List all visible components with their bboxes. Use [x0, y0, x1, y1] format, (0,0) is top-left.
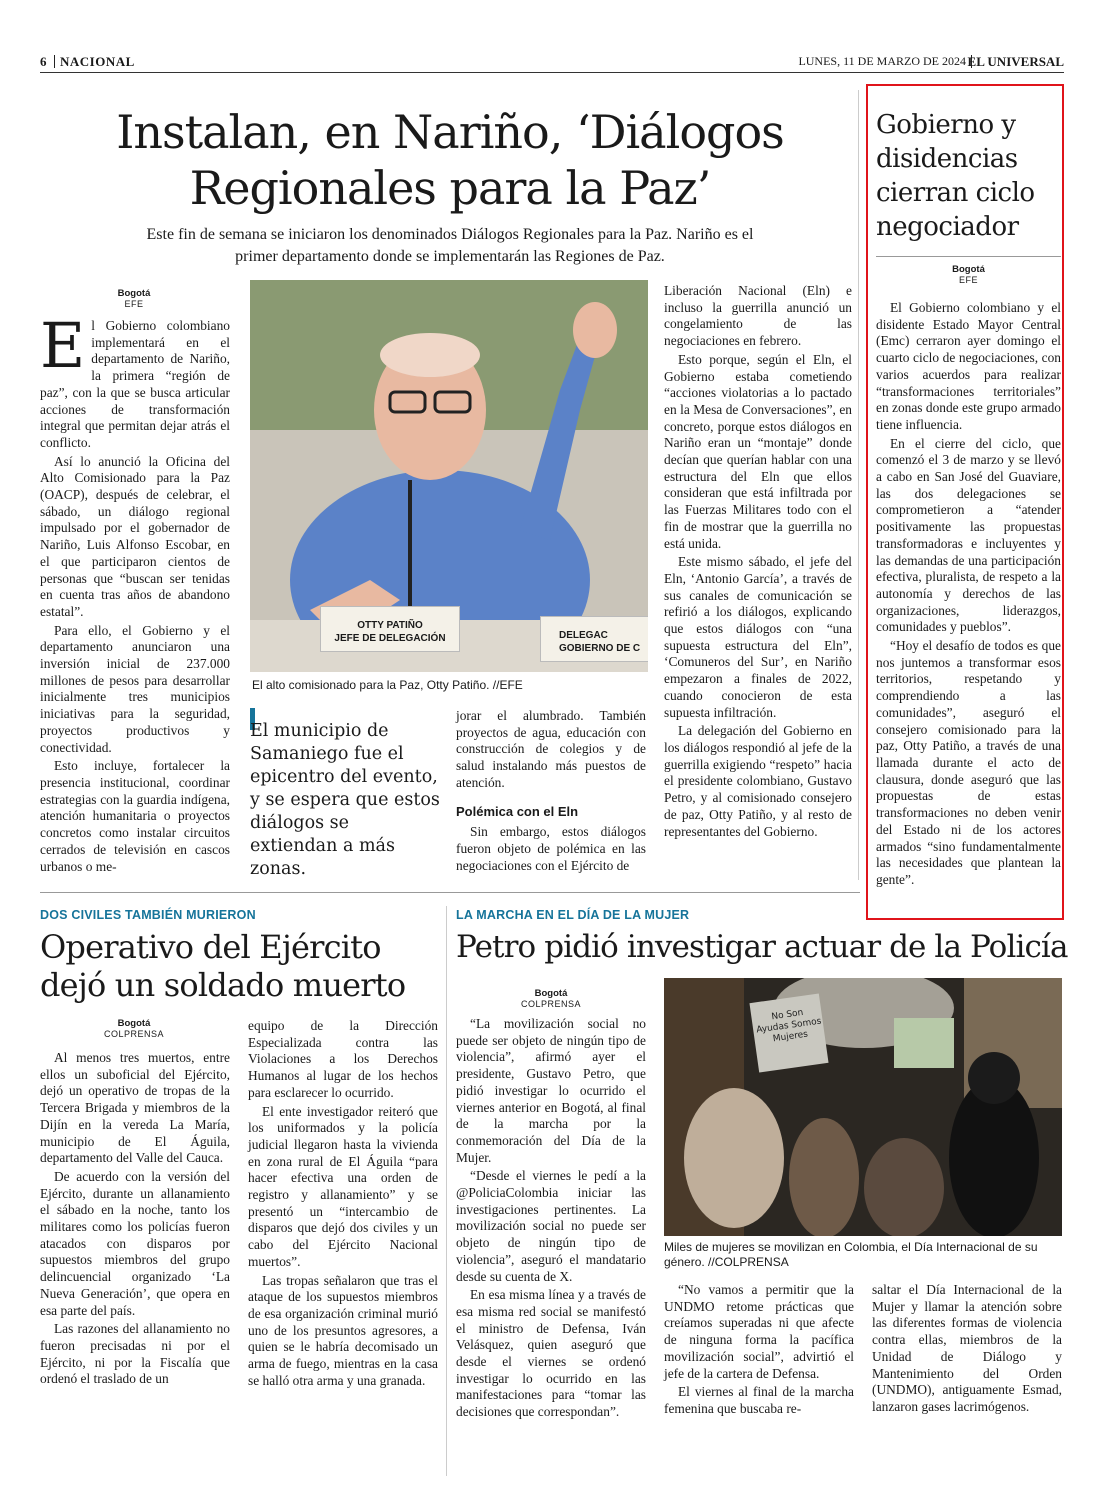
nameplate-right: DELEGAC GOBIERNO DE C [540, 616, 648, 662]
sidebar-article: El Gobierno colombiano y el disidente Estado Mayor Central (Emc) cerraron ayer domingo el cuarto ciclo de negociaciones, con varios acuerdos para realizar “transformaciones territoriales” en zonas donde este grupo armado tiene influencia. En el cierre del ciclo, que comenzó el 3 de marzo y se llevó a cabo en San José del Guaviare, las dos delegaciones se comprometieron a “atender positivamente las propuestas transformadoras e incluyentes y las demandas de una participación efectiva, pluralista, de respeto a la autonomía y derechos de las organizaciones, liderazgos, comunidades y pueblos”. “Hoy el desafío de todos es que nos juntemos a transformar esos territorios, respetando y comprendiendo a las comunidades”, aseguró el consejero comisionado para la paz, Otty Patiño, a través de una llamada durante el acto de clausura, donde aseguró que las propuestas de estas transformaciones no deben venir del Estado ni de los actores armados “sino fundamentalmente las necesidades que plantean la gente”. [876, 300, 1061, 887]
story2-col2: equipo de la Dirección Especializada contra las Violaciones a los Derechos Humanos al lugar de los hechos para esclarecer lo ocurrido. El ente investigador reiteró que los uniformados y la policía judicial llegaron hasta la vivienda en zona rural de El Águila “para hacer efectiva una orden de registro y allanamiento” y se presentó un “intercambio de disparos que dejó dos civiles y un cabo del Ejército Nacional muertos”. Las tropas señalaron que tras el ataque de los supuestos miembros de esa organización criminal murió uno de los presuntos agresores, a quien se le habría decomisado un arma de fuego, mientras en la casa se halló otra arma y una granada. [248, 1018, 438, 1388]
story2-byline: Bogotá COLPRENSA [103, 1018, 165, 1039]
main-article-col1: E l Gobierno colombiano implementará en el departamento de Nariño, la primera “región de paz”, con la que se busca articular acciones de transformación integral que permitan dejar atrás el conflicto. Así lo anunció la Oficina del Alto Comisionado para la Paz (OACP), después de celebrar, el sábado, un diálogo regional impulsado por el gobernador de Nariño, Luis Alfonso Escobar, en el que participaron cientos de personas que “buscan ser tenidas en cuenta tras años de abandono estatal”. Para ello, el Gobierno y el departamento anunciaron una inversión inicial de 237.000 millones de pesos para desarrollar inicialmente tres municipios iniciativas para la seguridad, proyectos productivos y conectividad. Esto incluye, fortalecer la presencia institucional, coordinar estrategias con la guardia indígena, atención humanitaria o proyectos concretos como instalar circuitos cerrados de televisión en cascos urbanos o me- [40, 309, 230, 874]
column-rule [446, 906, 447, 1476]
story2-headline: Operativo del Ejército dejó un soldado muerto [40, 928, 406, 1004]
column-rule [858, 90, 859, 880]
header-divider [54, 55, 55, 68]
story3-byline: Bogotá COLPRENSA [520, 988, 582, 1009]
pullquote: El municipio de Samaniego fue el epicentro del evento, y se espera que estos diálogos se extiendan a más zonas. [250, 721, 440, 879]
sidebar-byline: Bogotá EFE [952, 264, 985, 285]
story3-col2: “No vamos a permitir que la UNDMO retome prácticas que creíamos superadas ni que afecte de ninguna forma la pacífica movilización social”, advirtió el jefe de la cartera de Defensa. El viernes al final de la marcha femenina que buscaba re- [664, 1282, 854, 1416]
march-photo-illustration [664, 978, 1062, 1236]
story2-kicker: DOS CIVILES TAMBIÉN MURIERON [40, 908, 256, 922]
paper-name: EL UNIVERSAL [967, 54, 1064, 69]
nameplate-left: OTTY PATIÑO JEFE DE DELEGACIÓN [320, 606, 460, 652]
story3-photo-caption: Miles de mujeres se movilizan en Colombia, el Día Internacional de su género. //COLPRENSA [664, 1240, 1038, 1269]
main-photo [250, 280, 648, 672]
main-photo-caption: El alto comisionado para la Paz, Otty Patiño. //EFE [252, 678, 523, 692]
subhead: Polémica con el Eln [456, 803, 579, 819]
story3-kicker: LA MARCHA EN EL DÍA DE LA MUJER [456, 908, 690, 922]
page-header [40, 52, 1064, 74]
sidebar-rule [876, 256, 1061, 257]
main-article-col4: Liberación Nacional (Eln) e incluso la guerrilla anunció un congelamiento de las negociaciones en febrero. Esto porque, según el Eln, el Gobierno estaba cometiendo “acciones violatorias a lo pactado en la Mesa de Conversaciones”, en concreto, porque estos diálogos en Nariño eran un “montaje” donde decían que querían hablar con una estructura del Eln que ellos consideran que está infiltrada por las Fuerzas Militares todo con el fin de mostrar que la guerrilla no está unida. Este mismo sábado, el jefe del Eln, ‘Antonio García’, a través de sus canales de comunicación se refirió a los diálogos, explicando que estos diálogos con “una supuesta estructura del Eln”, ‘Comuneros del Sur’, en Nariño empezaron a finales de 2022, cuando conocieron de esta supuesta infiltración. La delegación del Gobierno en los diálogos respondió al jefe de la guerrilla exigiendo “respeto” hacia el presidente colombiano, Gustavo Petro, y al comisionado consejero de paz, Otty Patiño, y al resto de representantes del Gobierno. [664, 283, 852, 839]
main-subtitle: Este fin de semana se iniciaron los denominados Diálogos Regionales para la Paz. Nariño es el primer departamento donde se implementarán las Regiones de Paz. [146, 226, 754, 265]
section-name: NACIONAL [60, 54, 135, 69]
page-number: 6 [40, 54, 47, 69]
main-headline: Instalan, en Nariño, ‘Diálogos Regionales para la Paz’ [116, 105, 784, 215]
sidebar-headline: Gobierno y disidencias cierran ciclo negociador [876, 110, 1035, 242]
header-date: LUNES, 11 DE MARZO DE 2024 [798, 54, 966, 68]
story3-photo [664, 978, 1062, 1236]
header-rule [40, 72, 1064, 73]
story3-col1: “La movilización social no puede ser objeto de ningún tipo de violencia”, afirmó ayer el presidente, Gustavo Petro, que pidió investigar lo ocurrido el viernes anterior en Bogotá, al final de la marcha por la conmemoración del Día de la Mujer. “Desde el viernes le pedí a la @PoliciaColombia iniciar las investigaciones pertinentes. La movilización social no puede ser objeto de ningún tipo de violencia”, aseguró el mandatario desde su cuenta de X. En esa misma línea y a través de esa misma red social se manifestó el ministro de Defensa, Iván Velásquez, quien aseguró que desde el viernes se ordenó investigar lo ocurrido en las manifestaciones para “tomar las decisiones que correspondan”. [456, 1016, 646, 1420]
protest-sign: No Son Ayudas Somos Mujeres [755, 1007, 823, 1045]
main-article-col3: jorar el alumbrado. También proyectos de agua, educación con construcción de colegios y de salud instalando más puestos de atención. Polémica con el Eln Sin embargo, estos diálogos fueron objeto de polémica en las negociaciones con el Ejército de [456, 708, 646, 873]
main-byline: Bogotá EFE [117, 288, 151, 309]
drop-cap: E [40, 309, 86, 382]
story3-headline: Petro pidió investigar actuar de la Policía [456, 929, 1068, 965]
story2-col1: Al menos tres muertos, entre ellos un suboficial del Ejército, dejó un operativo de tropas de la Tercera Brigada y miembros de la Dijín en la vereda La María, municipio de El Águila, departamento del Valle del Cauca. De acuerdo con la versión del Ejército, durante un allanamiento el sábado en la noche, tanto los militares como los policías fueron atacados con disparos por supuestos miembros del grupo delincuencial organizado ‘La Nueva Generación’, que opera en esa parte del país. Las razones del allanamiento no fueron precisadas ni por el Ejército, ni por la Fiscalía que ordenó el traslado de un [40, 1050, 230, 1387]
story3-col3: saltar el Día Internacional de la Mujer y llamar la atención sobre las diferentes formas de violencia contra ellas, miembros de la Unidad de Diálogo y Mantenimiento del Orden (UNDMO), antiguamente Esmad, lanzaron gases lacrimógenos. [872, 1282, 1062, 1414]
section-divider [40, 892, 860, 893]
